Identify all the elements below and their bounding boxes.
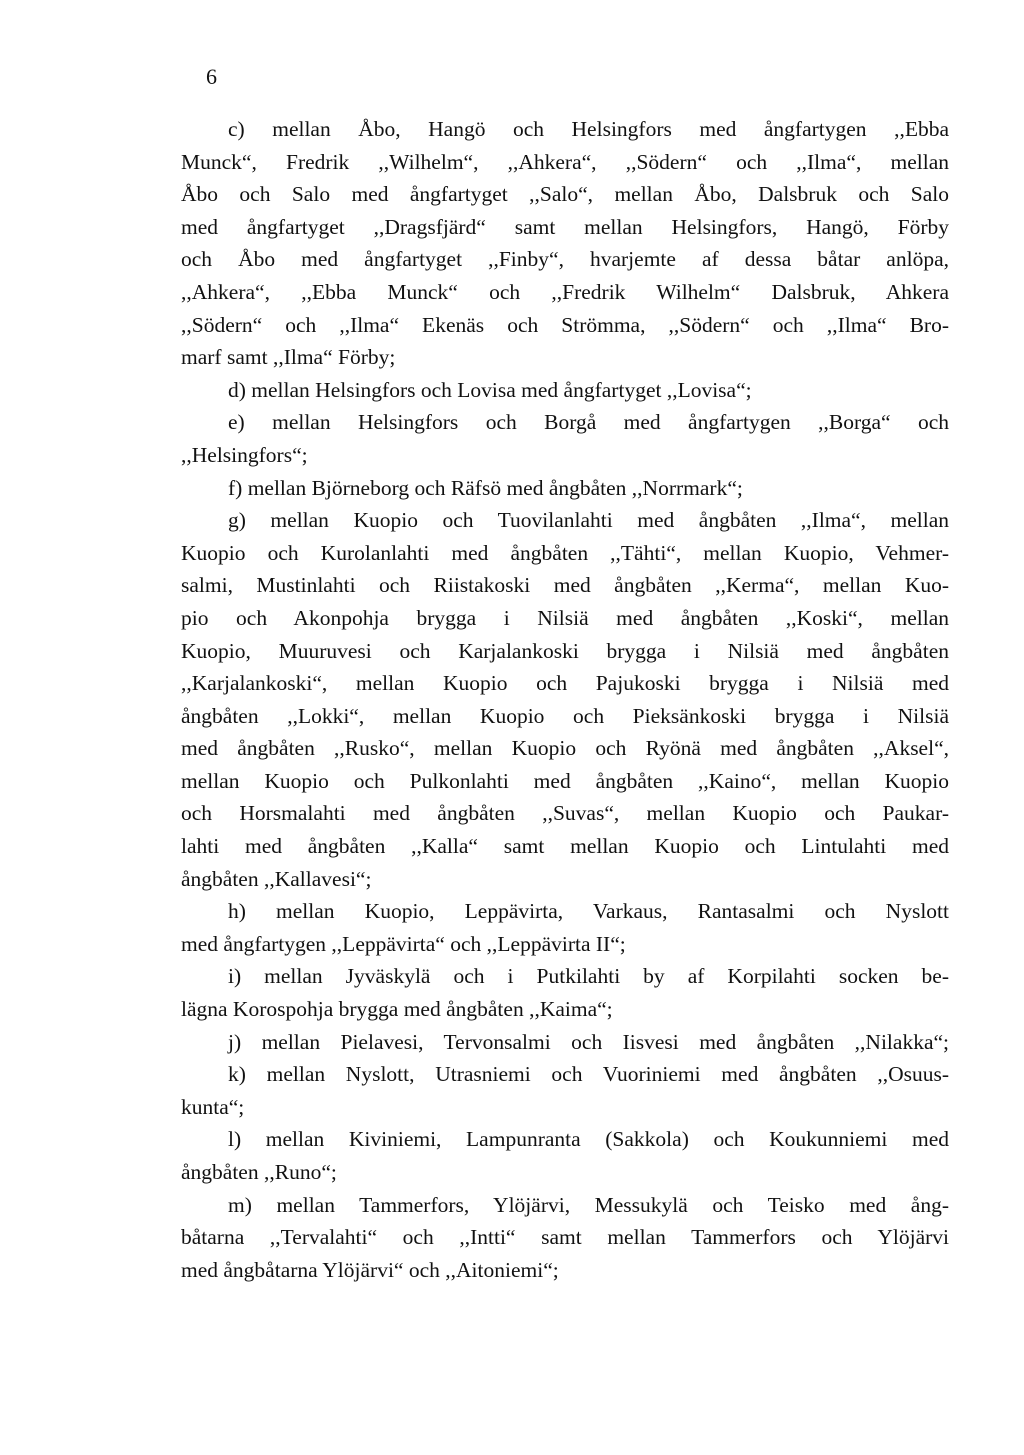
text-line: ,,Ahkera“, ,,Ebba Munck“ och ,,Fredrik Wilhelm“ Dalsbruk, Ahkera [181,279,949,304]
text-line: Munck“, Fredrik ,,Wilhelm“, ,,Ahkera“, ,,Södern“ och ,,Ilma“, mellan [181,149,949,174]
text-line: med ångfartyget ,,Dragsfjärd“ samt mellan Helsingfors, Hangö, Förby [181,214,949,239]
text-line: och Åbo med ångfartyget ,,Finby“, hvarjemte af dessa båtar anlöpa, [181,247,949,272]
text-line: ,,Karjalankoski“, mellan Kuopio och Pajukoski brygga i Nilsiä med [181,671,949,696]
text-line: m) mellan Tammerfors, Ylöjärvi, Messukylä och Teisko med ång- [228,1192,949,1217]
text-line: c) mellan Åbo, Hangö och Helsingfors med ångfartygen ,,Ebba [228,117,949,141]
text-line: Åbo och Salo med ångfartyget ,,Salo“, mellan Åbo, Dalsbruk och Salo [181,182,949,207]
text-line: Kuopio, Muuruvesi och Karjalankoski brygga i Nilsiä med ångbåten [181,638,949,663]
text-line: d) mellan Helsingfors och Lovisa med ångfartyget ,,Lovisa“; [228,377,752,402]
text-line: ,,Helsingfors“; [181,442,308,467]
text-line: lahti med ångbåten ,,Kalla“ samt mellan Kuopio och Lintulahti med [181,834,949,859]
text-line: pio och Akonpohja brygga i Nilsiä med ångbåten ,,Koski“, mellan [181,605,949,630]
text-line: mellan Kuopio och Pulkonlahti med ångbåten ,,Kaino“, mellan Kuopio [181,768,949,793]
text-line: g) mellan Kuopio och Tuovilanlahti med ångbåten ,,Ilma“, mellan [228,508,949,533]
text-line: lägna Korospohja brygga med ångbåten ,,Kaima“; [181,997,613,1022]
text-line: i) mellan Jyväskylä och i Putkilahti by af Korpilahti socken be- [228,964,949,989]
text-line: k) mellan Nyslott, Utrasniemi och Vuoriniemi med ångbåten ,,Osuus- [228,1062,949,1087]
text-line: l) mellan Kiviniemi, Lampunranta (Sakkola) och Koukunniemi med [228,1127,949,1152]
text-line: marf samt ,,Ilma“ Förby; [181,345,396,370]
text-line: ångbåten ,,Kallavesi“; [181,866,372,891]
text-line: kunta“; [181,1094,245,1119]
text-line: e) mellan Helsingfors och Borgå med ångfartygen ,,Borga“ och [228,410,949,435]
text-line: ,,Södern“ och ,,Ilma“ Ekenäs och Strömma, ,,Södern“ och ,,Ilma“ Bro- [181,312,949,337]
text-line: salmi, Mustinlahti och Riistakoski med ångbåten ,,Kerma“, mellan Kuo- [181,573,949,598]
text-line: och Horsmalahti med ångbåten ,,Suvas“, mellan Kuopio och Paukar- [181,801,949,826]
text-line: Kuopio och Kurolanlahti med ångbåten ,,Tähti“, mellan Kuopio, Vehmer- [181,540,949,565]
page-number: 6 [206,64,217,89]
text-line: h) mellan Kuopio, Leppävirta, Varkaus, Rantasalmi och Nyslott [228,899,949,924]
text-line: f) mellan Björneborg och Räfsö med ångbåten ,,Norrmark“; [228,475,743,500]
text-line: ångbåten ,,Lokki“, mellan Kuopio och Pieksänkoski brygga i Nilsiä [181,703,949,728]
text-line: j) mellan Pielavesi, Tervonsalmi och Iisvesi med ångbåten ,,Nilakka“; [228,1029,949,1054]
body-text [181,113,949,1286]
text-line: med ångbåtarna Ylöjärvi“ och ,,Aitoniemi“; [181,1257,559,1282]
text-line: med ångbåten ,,Rusko“, mellan Kuopio och Ryönä med ångbåten ,,Aksel“, [181,736,949,761]
text-line: båtarna ,,Tervalahti“ och ,,Intti“ samt mellan Tammerfors och Ylöjärvi [181,1225,949,1250]
text-line: ångbåten ,,Runo“; [181,1160,337,1184]
text-line: med ångfartygen ,,Leppävirta“ och ,,Leppävirta II“; [181,931,626,956]
